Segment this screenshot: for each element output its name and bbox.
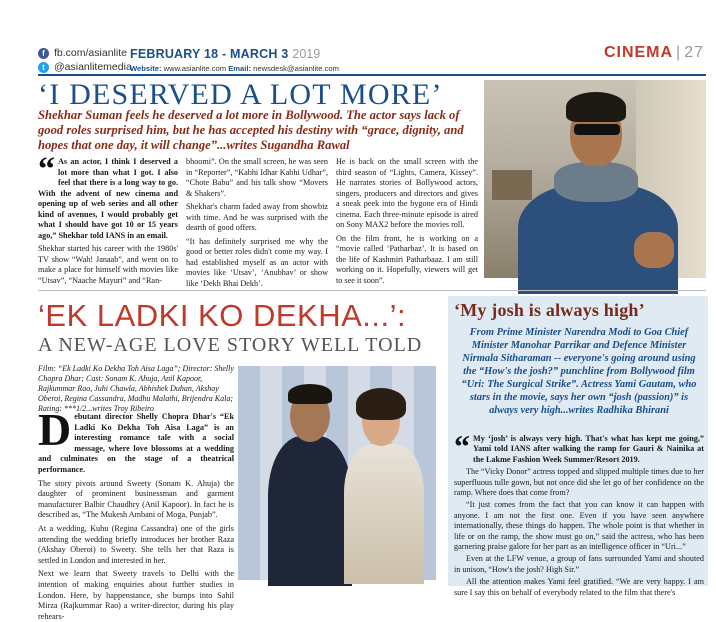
story3-dek: From Prime Minister Narendra Modi to Goa Chief Minister Manohar Parrikar and Defence Minister Nirmala Sitharaman -- everyone's going around using the “How's the josh?” punchline from Bollywood film “Uri: The Surgical Strike”. Actress Yami Gautam, who stars in the movie, says her own “josh (passion)” is always very high...writes Radhika Bhirani — [461, 327, 697, 416]
story1-paragraph: He is back on the small screen with the third season of “Lights, Camera, Kissey”. He narrates stories of Bollywood actors, singers, producers and directors and gives a sneak peek into the bygone era of Hindi cinema. Each three-minute episode is aired on Sony MAX2 before the movies roll. — [336, 157, 478, 229]
story1-paragraph: Shekhar's charm faded away from showbiz with time. And he was surprised with the dearth of good offers. — [186, 202, 328, 232]
story1-paragraph: On the film front, he is working on a “movie called ‘Patharbaz’. It is based on the life of Kashmiri Patharbaaz. I am still working on it. Hopefully, viewers will get to see it soon”. — [336, 233, 478, 285]
story2-paragraph: Next we learn that Sweety travels to Delhi with the intention of making enquiries about further studies in London. Here, by happenstance, she bumps into Sahil Mirza (Rajkummar Rao) a writer-director, during his play rehears- — [38, 569, 234, 621]
story2-paragraph: The story pivots around Sweety (Sonam K. Ahuja) the daughter of prominent businessman and garment manufacturer Balbir Chaudhry (Anil Kapoor). In fact he is described as, “The Mukesh Ambani of Moga, Punjab”. — [38, 478, 234, 520]
section-marker — [604, 44, 704, 62]
story2-paragraph: At a wedding, Kuhu (Regina Cassandra) one of the girls attending the wedding briefly introduces her brother Raza (Akshay Oberoi) to Sweety. She tells her that Raza is settled in London and interested in her. — [38, 523, 234, 565]
section-divider: | — [676, 44, 682, 61]
story3-body — [454, 428, 704, 600]
story2-headline: ‘EK LADKI KO DEKHA...’: — [38, 298, 407, 333]
open-quote-icon: “ — [454, 428, 470, 464]
header-rule — [38, 74, 706, 76]
website-label: Website: — [130, 64, 162, 73]
section-divider-rule — [38, 290, 706, 291]
story1-column-3 — [336, 157, 478, 289]
story1-paragraph: Shekhar started his career with the 1980s' TV show “Wah! Janaab”, and went on to make a place for himself with movies like “Utsav”, “Naache Mayuri” and “Ran- — [38, 244, 178, 285]
shekhar-suman-photo — [484, 80, 706, 278]
section-name: CINEMA — [603, 44, 674, 61]
story2-lead: ebutant director Shelly Chopra Dhar's “Ek Ladki Ko Dekha Toh Aisa Laga” is an interesting romance tale with a social message, where love blossoms at a wedding and culminates on the stage of a theatrical performance. — [38, 412, 234, 474]
contact-line — [130, 64, 339, 73]
email-label: Email: — [228, 64, 252, 73]
email-link[interactable]: newsdesk@asianlite.com — [253, 64, 339, 73]
film-credits: Film: “Ek Ladki Ko Dekha Toh Aisa Laga”; Director: Shelly Chopra Dhar; Cast: Sonam K. Ahuja, Anil Kapoor, Rajkummar Rao, Juhi Chawla, Abhishek Duhan, Akshay Oberoi, Regina Cassandra, Madhu Malathi, Brijendra Kala; Rating: ***1/2...writes Troy Ribeiro — [38, 364, 234, 413]
story3-lead: My ‘josh’ is always very high. That's what has kept me going,” Yami told IANS after walking the ramp for Gauri & Nainika at the Lakme Fashion Week Summer/Resort 2019. — [473, 434, 704, 464]
story3-paragraph: The “Vicky Donor” actress topped and slipped multiple times due to her superfluous tulle gown, but not once did she let go of her confidence on the ramp. Where does that come from? — [454, 467, 704, 498]
story1-paragraph: “It has definitely surprised me why the good or better roles didn't come my way. I had established myself as an actor with movies like ‘Utsav’, ‘Anubhav’ or show like ‘Dekh Bhai Dekh’. — [186, 236, 328, 288]
drop-cap: D — [38, 404, 72, 455]
social-links — [38, 46, 132, 74]
open-quote-icon: “ — [38, 151, 55, 188]
film-stars-photo — [238, 366, 436, 580]
story1-lead: As an actor, I think I deserved a lot more than what I got. I also feel that there is a long way to go. With the advent of new cinema and opening up of web series and all other kind of avenues, I would probably get what I should have got 10 or 15 years ago,” Shekhar told IANS in an email. — [38, 157, 178, 240]
issue-dateline — [130, 45, 339, 73]
website-link[interactable]: www.asianlite.com — [163, 64, 227, 73]
story2-body — [38, 404, 234, 622]
twitter-icon: t — [38, 62, 49, 73]
story1-column-2 — [186, 157, 328, 292]
story1-headline: ‘I DESERVED A LOT MORE’ — [38, 78, 443, 111]
twitter-handle[interactable]: @asianlitemedia — [54, 61, 132, 73]
story3-paragraph: Even at the LFW venue, a group of fans surrounded Yami and shouted in unison, “How's the josh? High Sir.” — [454, 554, 704, 574]
facebook-icon: f — [38, 48, 49, 59]
masthead — [0, 0, 716, 72]
issue-date: FEBRUARY 18 - MARCH 3 — [130, 47, 289, 61]
story1-column-1 — [38, 151, 178, 289]
story3-headline: ‘My josh is always high’ — [454, 300, 645, 320]
story2-subhead: A NEW-AGE LOVE STORY WELL TOLD — [38, 334, 423, 356]
story1-paragraph: bhoomi”. On the small screen, he was seen in “Reporter”, “Kabhi Idhar Kabhi Udhar”, “Chote Babu” and his talk show “Movers & Shakers”. — [186, 157, 328, 198]
story3-paragraph: All the attention makes Yami feel gratified. “We are very happy. I am sure I say this on behalf of everybody related to the film that there's — [454, 577, 704, 597]
story1-dek: Shekhar Suman feels he deserved a lot more in Bollywood. The actor says lack of good roles surprised him, but he has accepted his destiny with “grace, dignity, and hopes that one day, it will change”...writes Sugandha Rawal — [38, 108, 464, 152]
facebook-handle[interactable]: fb.com/asianlite — [54, 47, 127, 59]
page-number: 27 — [684, 44, 704, 61]
issue-year: 2019 — [292, 47, 321, 61]
story3-paragraph: “It just comes from the fact that you can know it can happen with anyone. I am not the first one. Even if you have seen anywhere internationally, these things do happen. The whole point is that whether in life or on the ramp, the show must go on,” said the actress, who has been garnering praise galore for her part as an intelligence officer in “Uri...” — [454, 500, 704, 552]
